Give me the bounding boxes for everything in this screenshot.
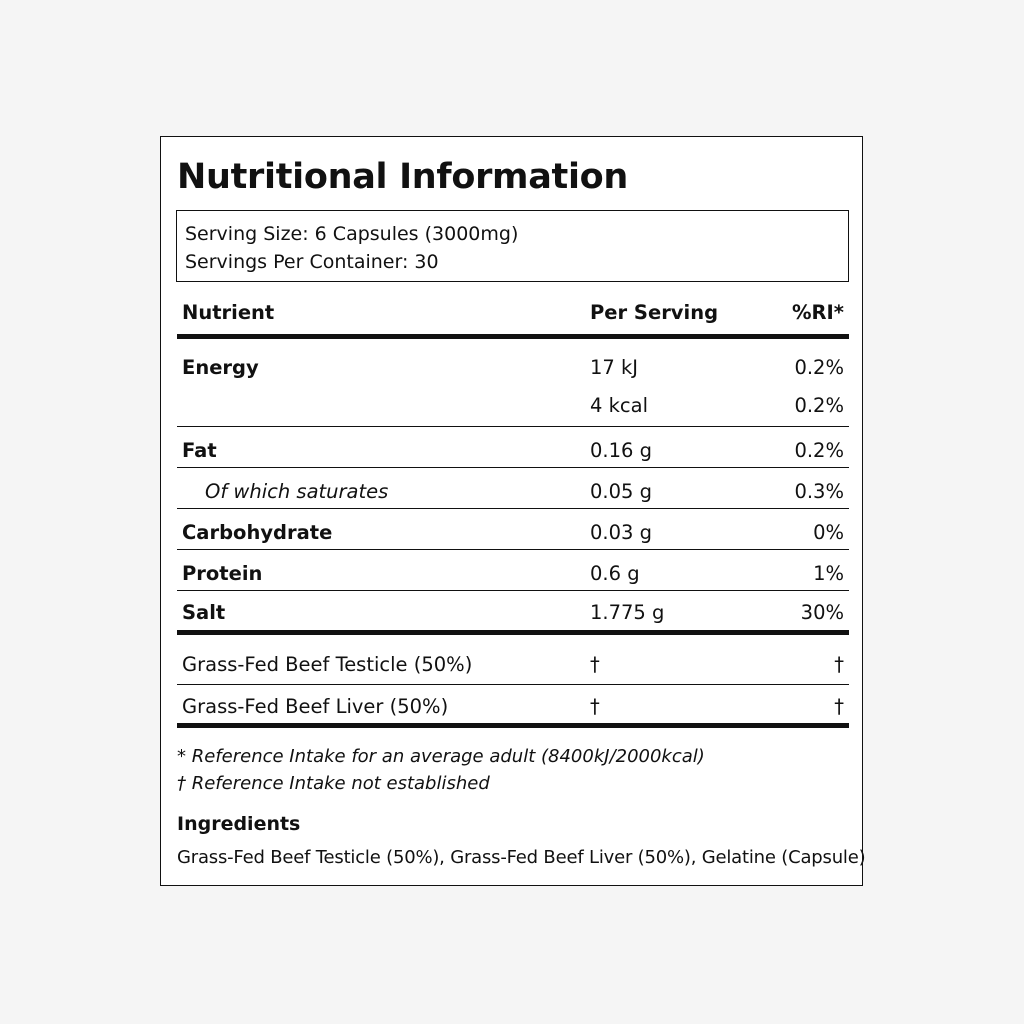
table-header-row — [177, 295, 849, 339]
ri-value: 0% — [813, 521, 844, 544]
per-serving-value: 17 kJ — [590, 356, 639, 379]
ri-value: † — [834, 695, 844, 718]
nutrient-name: Salt — [182, 601, 226, 624]
serving-size: Serving Size: 6 Capsules (3000mg) — [185, 223, 519, 245]
nutrient-name: Carbohydrate — [182, 521, 333, 544]
per-serving-value: 0.6 g — [590, 562, 640, 585]
nutrient-name: Protein — [182, 562, 263, 585]
nutrition-table — [177, 295, 849, 728]
table-row-energy-kcal — [177, 386, 849, 427]
table-row-fat — [177, 427, 849, 468]
per-serving-value: † — [590, 653, 600, 676]
ri-value: 30% — [800, 601, 844, 624]
per-serving-value: 0.03 g — [590, 521, 652, 544]
nutrient-name: Energy — [182, 356, 259, 379]
table-row-ingredient-testicle — [177, 635, 849, 685]
header-ri: %RI* — [791, 301, 844, 324]
ri-value: 0.2% — [794, 394, 844, 417]
per-serving-value: 4 kcal — [590, 394, 648, 417]
table-row-salt — [177, 591, 849, 635]
ingredient-name: Grass-Fed Beef Liver (50%) — [182, 695, 449, 718]
footnotes — [177, 743, 705, 797]
ingredients-text: Grass-Fed Beef Testicle (50%), Grass-Fed Beef Liver (50%), Gelatine (Capsule) — [177, 847, 866, 868]
footnote-dagger: † Reference Intake not established — [177, 773, 490, 794]
ingredients-title: Ingredients — [177, 813, 301, 835]
nutrition-panel — [160, 136, 866, 886]
footnote-ri: * Reference Intake for an average adult (8400kJ/2000kcal) — [177, 746, 705, 767]
table-row-saturates — [177, 468, 849, 509]
table-row-protein — [177, 550, 849, 591]
per-serving-value: 1.775 g — [590, 601, 665, 624]
servings-per-container: Servings Per Container: 30 — [185, 251, 439, 273]
per-serving-value: 0.16 g — [590, 439, 652, 462]
header-nutrient: Nutrient — [182, 301, 275, 324]
panel-title: Nutritional Information — [177, 157, 629, 197]
nutrient-name: Fat — [182, 439, 217, 462]
ri-value: 0.3% — [794, 480, 844, 503]
header-per-serving: Per Serving — [590, 301, 719, 324]
ri-value: 1% — [813, 562, 844, 585]
ri-value: 0.2% — [794, 356, 844, 379]
table-row-carbohydrate — [177, 509, 849, 550]
table-row-ingredient-liver — [177, 685, 849, 728]
serving-info-box — [176, 210, 849, 282]
ri-value: † — [834, 653, 844, 676]
per-serving-value: 0.05 g — [590, 480, 652, 503]
ri-value: 0.2% — [794, 439, 844, 462]
per-serving-value: † — [590, 695, 600, 718]
nutrient-name: Of which saturates — [205, 480, 389, 503]
ingredient-name: Grass-Fed Beef Testicle (50%) — [182, 653, 473, 676]
table-row-energy-kj — [177, 339, 849, 386]
